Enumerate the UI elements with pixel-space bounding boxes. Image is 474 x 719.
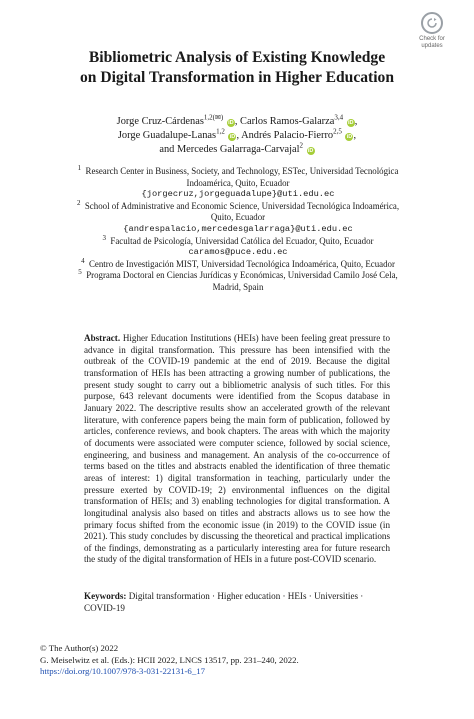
email[interactable]: {jorgecruz,jorgeguadalupe}@uti.edu.ec bbox=[141, 189, 335, 200]
author-name: , Carlos Ramos-Galarza bbox=[234, 116, 335, 127]
abstract-text: Higher Education Institutions (HEIs) have been feeling great pressure to advance in digital transformation. This pressure has been intensified with the outbreak of the COVID-19 pandemic at the end of 2019. Because the digital transformation of HEIs has been attracting a growing number of publications, the present study sought to carry out a bibliometric analysis of such titles. For this purpose, 643 relevant documents were identified from the Scopus database in January 2022. The descriptive results show an accelerated growth of the relevant literature, with conference papers being the main form of publication, followed by articles, conference reviews, and book chapters. The areas with which the majority of documents were associated were computer science, followed by social science, engineering, and business and management. An analysis of the co-occurrence of terms based on the titles and abstracts enabled the identification of three thematic areas of interest: 1) digital transformation in teaching, particularly under the pressure exerted by COVID-19; 2) environmental influences on the digital transformation of HEIs; and 3) enabling technologies for digital transformation. A longitudinal analysis also based on titles and abstracts allows us to see how the primary focus shifted from the economic issue (in 2019) to the COVID issue (in 2021). This study concludes by discussing the theoretical and practical implications of the findings, demonstrating as a particularly interesting area for future research the study of the digital transformation of HEIs in a future post-COVID scenario. bbox=[84, 333, 390, 565]
keywords-text: Digital transformation · Higher education · HEIs · Universities · COVID-19 bbox=[84, 591, 364, 613]
author-list bbox=[40, 115, 434, 157]
badge-text: Check for updates bbox=[419, 36, 445, 49]
orcid-icon[interactable]: iD bbox=[307, 148, 314, 154]
footer bbox=[40, 643, 434, 678]
affiliation-3: $^3$ Facultad de Psicología, Universidad Católica del Ecuador, Quito, Ecuador caramos@puce.edu.ec bbox=[68, 236, 408, 259]
email[interactable]: caramos@puce.edu.ec bbox=[188, 247, 288, 258]
affiliation-5: $^5$ Programa Doctoral en Ciencias Jurídicas y Económicas, Universidad Camilo José Cela, Madrid, Spain bbox=[78, 268, 398, 292]
orcid-icon[interactable]: iD bbox=[346, 134, 353, 140]
author-line-3: and Mercedes Galarraga-Carvajal$^2$ iD bbox=[159, 141, 314, 155]
author-name: Jorge Cruz-Cárdenas bbox=[116, 116, 204, 127]
copyright: © The Author(s) 2022 bbox=[40, 643, 119, 653]
affiliations bbox=[68, 166, 408, 294]
refresh-icon bbox=[421, 12, 443, 34]
orcid-icon[interactable]: iD bbox=[229, 134, 236, 140]
author-name: , Andrés Palacio-Fierro bbox=[236, 130, 334, 141]
abstract bbox=[84, 333, 390, 566]
keywords-label: Keywords: bbox=[84, 591, 127, 601]
abstract-label: Abstract. bbox=[84, 333, 121, 343]
orcid-icon[interactable]: iD bbox=[347, 120, 354, 126]
affiliation-4: $^4$ Centro de Investigación MIST, Universidad Tecnológica Indoamérica, Quito, Ecuador bbox=[81, 256, 395, 269]
title-line-2: on Digital Transformation in Higher Education bbox=[79, 69, 395, 86]
author-line-2: Jorge Guadalupe-Lanas$^{1,2}$ iD, Andrés Palacio-Fierro$^{2,5}$ iD, bbox=[117, 127, 357, 141]
affiliation-2: $^2$ School of Administrative and Economic Science, Universidad Tecnológica Indoamérica, Quito, Ecuador {andrespalacio,mercedesgalarraga}@uti.edu.ec bbox=[68, 201, 408, 236]
orcid-icon[interactable]: iD bbox=[228, 120, 234, 126]
paper-title bbox=[40, 48, 434, 88]
author-name: and Mercedes Galarraga-Carvajal bbox=[159, 144, 300, 155]
author-name: Jorge Guadalupe-Lanas bbox=[117, 130, 217, 141]
author-line-1: Jorge Cruz-Cárdenas$^{1,2(✉)}$ iD, Carlos Ramos-Galarza$^{3,4}$ iD, bbox=[116, 113, 358, 127]
envelope-icon[interactable]: ✉ bbox=[215, 113, 221, 122]
affiliation-1: $^1$ Research Center in Business, Society, and Technology, ESTec, Universidad Tecnológica Indoamérica, Quito, Ecuador {jorgecruz,jorgeguadalupe}@uti.edu.ec bbox=[68, 166, 408, 201]
email[interactable]: {andrespalacio,mercedesgalarraga}@uti.edu.ec bbox=[123, 223, 353, 234]
keywords bbox=[84, 591, 390, 614]
title-line-1: Bibliometric Analysis of Existing Knowledge bbox=[88, 49, 386, 66]
citation: G. Meiselwitz et al. (Eds.): HCII 2022, LNCS 13517, pp. 231–240, 2022. bbox=[40, 654, 299, 665]
doi-link[interactable]: https://doi.org/10.1007/978-3-031-22131-6_17 bbox=[40, 666, 206, 677]
